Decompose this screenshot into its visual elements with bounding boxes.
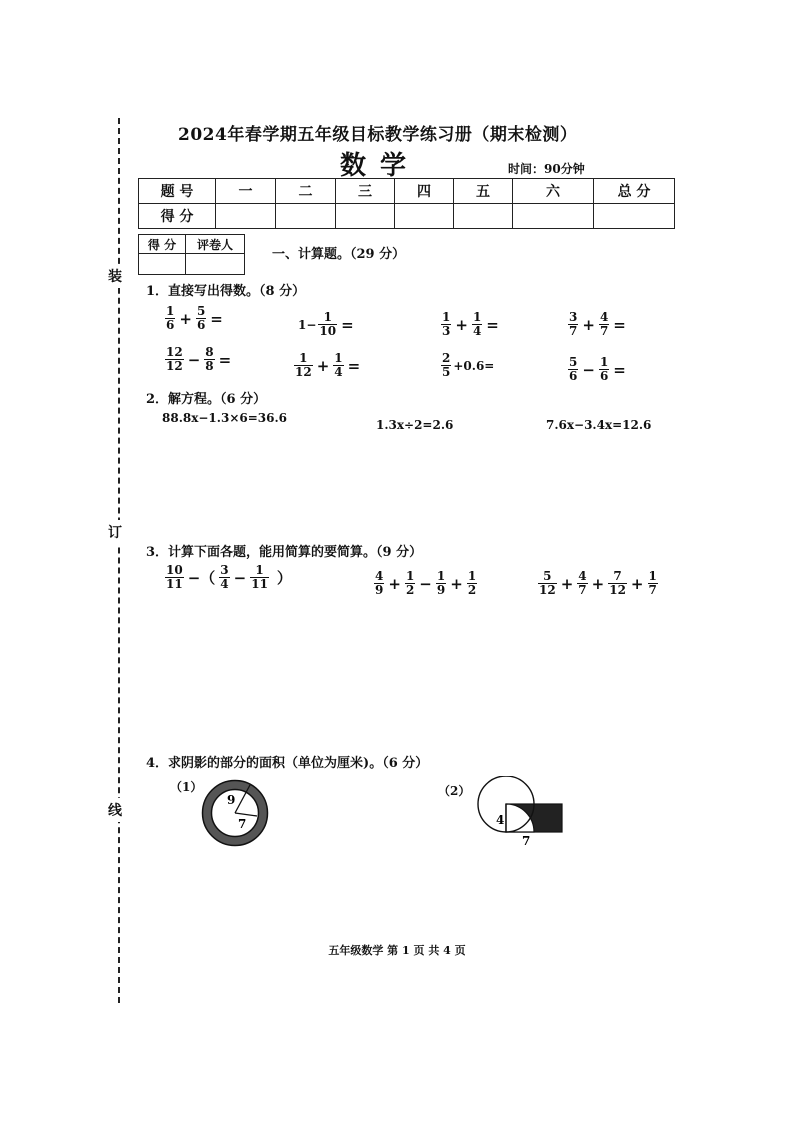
- score-header-cell: 三: [336, 179, 395, 204]
- q1-title: 1．直接写出得数。（8 分）: [146, 284, 306, 299]
- score-entry-cell[interactable]: [395, 204, 454, 229]
- q1-item-3: $\frac{1}{3}$ + $\frac{1}{4}$ =: [442, 310, 499, 338]
- grader-score-cell[interactable]: [139, 254, 186, 275]
- page-footer: 五年级数学 第 1 页 共 4 页: [328, 944, 466, 957]
- binding-char-ding: 订: [108, 520, 122, 544]
- bottom-length-label: 7: [522, 834, 531, 848]
- score-header-cell: 六: [513, 179, 594, 204]
- q1-item-1: $\frac{1}{6}$ + $\frac{5}{6}$ =: [166, 304, 223, 332]
- score-table-score-row: [139, 204, 675, 229]
- score-entry-cell[interactable]: [454, 204, 513, 229]
- q3-expression-2: $\frac{4}{9}$ + $\frac{1}{2}$ − $\frac{1}{9}$ + $\frac{1}{2}$: [375, 569, 477, 597]
- binding-char-zhuang: 装: [108, 264, 122, 288]
- q2-title: 2．解方程。（6 分）: [146, 392, 267, 407]
- outer-radius-label: 9: [227, 793, 236, 807]
- q1-item-5: $\frac{12}{12}$ − $\frac{8}{8}$ =: [166, 345, 232, 373]
- q3-expression-1: $\frac{10}{11}$ −（ $\frac{3}{4}$ − $\frac{1}{11}$ ）: [166, 563, 292, 591]
- q3-title: 3．计算下面各题，能用简算的要简算。（9 分）: [146, 545, 423, 560]
- score-table-header-row: [139, 179, 675, 204]
- exam-title: 2024年春学期五年级目标教学练习册（期末检测）: [178, 125, 578, 145]
- q1-item-6: $\frac{1}{12}$ + $\frac{1}{4}$ =: [295, 351, 361, 379]
- q1-item-8: $\frac{5}{6}$ − $\frac{1}{6}$ =: [569, 355, 626, 383]
- inner-radius-label: 7: [238, 817, 247, 831]
- grader-name-label: 评卷人: [186, 235, 245, 254]
- q2-equation-1: 88.8x−1.3×6=36.6: [162, 411, 287, 425]
- score-row-label: 得 分: [139, 204, 216, 229]
- score-entry-cell[interactable]: [216, 204, 276, 229]
- score-header-cell: 五: [454, 179, 513, 204]
- score-table: [138, 178, 675, 229]
- q4-figure-2-composite: [470, 776, 570, 848]
- q1-item-2: 1− $\frac{1}{10}$ =: [298, 310, 354, 338]
- q2-equation-3: 7.6x−3.4x=12.6: [546, 418, 652, 432]
- q1-item-7: $\frac{2}{5}$ +0.6=: [442, 351, 495, 379]
- section-one-title: 一、计算题。（29 分）: [272, 247, 406, 262]
- q2-equation-2: 1.3x÷2=2.6: [376, 418, 454, 432]
- q4-figure-1-annulus: [200, 778, 270, 848]
- score-header-cell: 二: [276, 179, 336, 204]
- score-entry-cell[interactable]: [513, 204, 594, 229]
- score-entry-cell[interactable]: [336, 204, 395, 229]
- grader-score-label: 得 分: [139, 235, 186, 254]
- binding-dashed-line: [118, 118, 120, 1003]
- q4-title: 4．求阴影的部分的面积（单位为厘米)。（6 分）: [146, 756, 429, 771]
- time-limit: 时间：90分钟: [508, 162, 585, 176]
- score-entry-cell[interactable]: [594, 204, 675, 229]
- q1-item-4: $\frac{3}{7}$ + $\frac{4}{7}$ =: [569, 310, 626, 338]
- grader-name-cell[interactable]: [186, 254, 245, 275]
- score-header-cell: 题 号: [139, 179, 216, 204]
- q4-figure-2-label: （2）: [438, 784, 471, 798]
- q3-expression-3: $\frac{5}{12}$ + $\frac{4}{7}$ + $\frac{7}{12}$ + $\frac{1}{7}$: [539, 569, 657, 597]
- score-header-cell: 一: [216, 179, 276, 204]
- subject-title: 数学: [340, 151, 421, 181]
- side-length-label: 4: [496, 813, 505, 827]
- score-header-cell: 四: [395, 179, 454, 204]
- score-header-cell: 总 分: [594, 179, 675, 204]
- binding-char-xian: 线: [108, 798, 122, 822]
- score-entry-cell[interactable]: [276, 204, 336, 229]
- grader-box: [138, 234, 245, 275]
- q4-figure-1-label: （1）: [170, 780, 203, 794]
